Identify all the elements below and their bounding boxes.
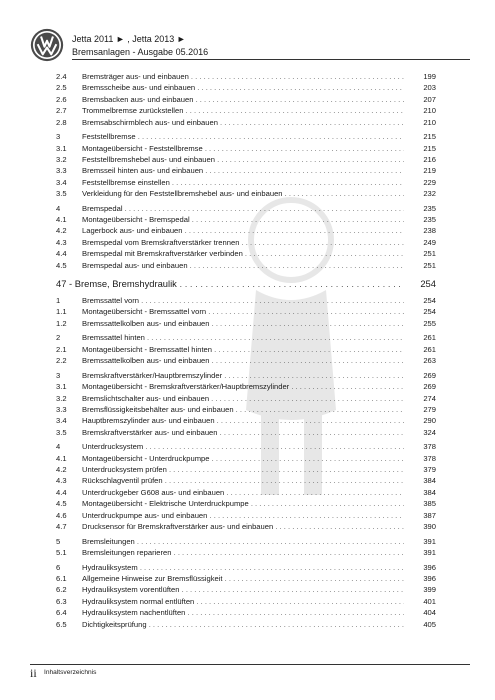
toc-entry-number: 2.7 [56,106,67,116]
toc-entry-title: Feststellbremshebel aus- und einbauen . . . [82,154,404,165]
toc-entry-number: 4.3 [56,476,67,486]
toc-entry-number: 6.3 [56,596,67,606]
toc-entry-title: 47 - Bremse, Bremshydraulik . . . [56,277,404,291]
toc-entry-title: Verkleidung für den Feststellbremshebel aus- und einbauen . . . [82,188,404,199]
toc-entry-title: Hydrauliksystem . . . [82,562,404,573]
toc-entry[interactable] [56,214,436,225]
toc-entry-title: Hydrauliksystem nachentlüften . . . [82,607,404,618]
toc-entry-title: Bremspedal vom Bremskraftverstärker trennen . . . [82,237,404,248]
toc-entry-page: 210 [423,117,436,127]
toc-entry-number: 2.8 [56,117,67,127]
toc-entry-title: Bremssattel vorn . . . [82,295,404,306]
toc-entry[interactable] [56,105,436,116]
toc-entry[interactable] [56,562,436,573]
table-of-contents [56,71,436,630]
toc-entry-title: Bremskraftverstärker aus- und einbauen . . . [82,427,404,438]
toc-entry[interactable] [56,203,436,214]
toc-entry-page: 378 [423,442,436,452]
toc-entry-title: Bremsseil hinten aus- und einbauen . . . [82,165,404,176]
toc-entry-page: 199 [423,72,436,81]
toc-entry[interactable] [56,306,436,317]
toc-entry-number: 4.5 [56,260,67,270]
toc-entry-page: 261 [423,333,436,343]
toc-entry-number: 2.4 [56,72,67,81]
toc-entry-number: 3.3 [56,404,67,414]
toc-entry-number: 2.6 [56,94,67,104]
toc-entry-number: 3.5 [56,189,67,199]
header-rule [72,59,470,60]
toc-entry[interactable] [56,404,436,415]
toc-entry-page: 232 [423,189,436,199]
toc-entry-title: Bremslichtschalter aus- und einbauen . . . [82,393,404,404]
toc-entry[interactable] [56,475,436,486]
toc-entry[interactable] [56,225,436,236]
toc-entry-page: 379 [423,465,436,475]
toc-entry-number: 6.4 [56,608,67,618]
toc-entry-number: 5.1 [56,547,67,557]
footer-rule [30,664,470,665]
toc-entry-number: 3 [56,370,61,380]
toc-entry[interactable] [56,260,436,271]
page-header [30,28,470,68]
toc-entry-title: Montageübersicht - Bremssattel vorn . . . [82,306,404,317]
toc-entry-number: 1 [56,296,61,306]
toc-entry-number: 3.4 [56,177,67,187]
toc-entry-title: Montageübersicht - Bremssattel hinten . . . [82,344,404,355]
toc-entry-number: 2.1 [56,344,67,354]
toc-entry-page: 391 [423,547,436,557]
footer-label: Inhaltsverzeichnis [44,669,97,676]
toc-entry[interactable] [56,94,436,105]
toc-entry-number: 4.4 [56,487,67,497]
toc-entry[interactable] [56,393,436,404]
toc-entry-page: 263 [423,356,436,366]
toc-entry[interactable] [56,355,436,366]
toc-entry-number: 6 [56,562,61,572]
toc-entry-page: 324 [423,427,436,437]
toc-entry[interactable] [56,165,436,176]
toc-entry-number: 3.4 [56,416,67,426]
toc-entry-number: 4.3 [56,237,67,247]
header-model: Jetta 2011 ► , Jetta 2013 ► [72,34,186,44]
toc-entry-page: 235 [423,203,436,213]
toc-entry-page: 215 [423,132,436,142]
toc-entry-number: 4.7 [56,522,67,531]
toc-entry[interactable] [56,607,436,618]
toc-entry[interactable] [56,82,436,93]
toc-entry[interactable] [56,71,436,82]
toc-entry-number: 3.3 [56,166,67,176]
toc-entry-number: 3 [56,132,61,142]
toc-entry-page: 390 [423,522,436,531]
toc-entry-page: 396 [423,573,436,583]
toc-entry-title: Montageübersicht - Unterdruckpumpe . . . [82,453,404,464]
toc-entry-page: 269 [423,382,436,392]
toc-entry-page: 261 [423,344,436,354]
toc-entry-number: 4.1 [56,453,67,463]
toc-entry-number: 2.2 [56,356,67,366]
toc-entry-number: 4.6 [56,510,67,520]
toc-entry-title: Unterdruckpumpe aus- und einbauen . . . [82,510,404,521]
toc-entry-page: 274 [423,393,436,403]
toc-entry-title: Allgemeine Hinweise zur Bremsflüssigkeit . . . [82,573,404,584]
toc-entry-number: 2.5 [56,83,67,93]
toc-entry-number: 3.5 [56,427,67,437]
vw-logo-icon [30,28,64,62]
toc-entry-title: Lagerbock aus- und einbauen . . . [82,225,404,236]
toc-entry-title: Montageübersicht - Elektrische Unterdruckpumpe . . . [82,498,404,509]
toc-entry-number: 4.4 [56,249,67,259]
toc-entry-title: Bremsträger aus- und einbauen . . . [82,71,404,82]
toc-entry-page: 215 [423,143,436,153]
toc-entry-number: 4.5 [56,499,67,509]
toc-entry-title: Drucksensor für Bremskraftverstärker aus- und einbauen . . . [82,521,404,532]
toc-entry-page: 235 [423,215,436,225]
toc-entry-title: Bremsscheibe aus- und einbauen . . . [82,82,404,93]
toc-entry-page: 378 [423,453,436,463]
toc-entry-page: 238 [423,226,436,236]
toc-entry-title: Bremssattelkolben aus- und einbauen . . . [82,355,404,366]
toc-entry-title: Montageübersicht - Bremskraftverstärker/Hauptbremszylinder . . . [82,381,404,392]
toc-entry[interactable] [56,332,436,343]
toc-entry-title: Montageübersicht - Bremspedal . . . [82,214,404,225]
toc-entry-number: 4.2 [56,226,67,236]
toc-entry-page: 405 [423,619,436,629]
toc-entry-title: Bremspedal . . . [82,203,404,214]
toc-entry-page: 249 [423,237,436,247]
toc-entry-title: Bremsabschirmblech aus- und einbauen . . . [82,117,404,128]
footer-page-number: ii [30,666,37,680]
toc-entry-title: Rückschlagventil prüfen . . . [82,475,404,486]
toc-entry-page: 290 [423,416,436,426]
toc-entry-page: 254 [420,278,436,290]
toc-entry-title: Feststellbremse . . . [82,131,404,142]
toc-entry-page: 385 [423,499,436,509]
toc-entry-page: 404 [423,608,436,618]
toc-entry[interactable] [56,453,436,464]
toc-entry[interactable] [56,498,436,509]
toc-chapter-heading[interactable] [56,277,436,291]
toc-entry-page: 396 [423,562,436,572]
toc-entry[interactable] [56,596,436,607]
toc-entry-title: Hydrauliksystem vorentlüften . . . [82,584,404,595]
toc-entry[interactable] [56,344,436,355]
toc-entry-title: Feststellbremse einstellen . . . [82,177,404,188]
toc-entry-title: Trommelbremse zurückstellen . . . [82,105,404,116]
toc-entry-title: Bremspedal mit Bremskraftverstärker verbinden . . . [82,248,404,259]
toc-entry-number: 4 [56,203,61,213]
toc-entry[interactable] [56,370,436,381]
toc-entry-page: 216 [423,154,436,164]
toc-entry[interactable] [56,487,436,498]
header-edition: Bremsanlagen - Ausgabe 05.2016 [72,47,209,57]
toc-entry-title: Bremsleitungen reparieren . . . [82,547,404,558]
toc-entry-title: Bremskraftverstärker/Hauptbremszylinder . . . [82,370,404,381]
toc-entry[interactable] [56,295,436,306]
toc-entry-page: 384 [423,487,436,497]
toc-entry-number: 4.1 [56,215,67,225]
toc-entry[interactable] [56,131,436,142]
toc-entry-title: Bremsflüssigkeitsbehälter aus- und einbauen . . . [82,404,404,415]
toc-entry[interactable] [56,584,436,595]
toc-entry[interactable] [56,237,436,248]
toc-entry-title: Bremspedal aus- und einbauen . . . [82,260,404,271]
toc-entry[interactable] [56,381,436,392]
toc-entry-page: 210 [423,106,436,116]
toc-entry[interactable] [56,441,436,452]
toc-entry-title: Unterdrucksystem . . . [82,441,404,452]
toc-entry-page: 279 [423,404,436,414]
toc-entry-page: 251 [423,260,436,270]
toc-entry-page: 269 [423,370,436,380]
toc-entry-number: 1.2 [56,318,67,328]
toc-entry-page: 387 [423,510,436,520]
toc-entry-page: 399 [423,585,436,595]
toc-entry-title: Hauptbremszylinder aus- und einbauen . . . [82,415,404,426]
toc-entry-page: 384 [423,476,436,486]
toc-entry[interactable] [56,177,436,188]
toc-entry-page: 229 [423,177,436,187]
toc-entry-page: 251 [423,249,436,259]
toc-entry-title: Montageübersicht - Feststellbremse . . . [82,143,404,154]
toc-entry-number: 4.2 [56,465,67,475]
toc-entry-title: Bremssattel hinten . . . [82,332,404,343]
toc-entry[interactable] [56,117,436,128]
toc-entry[interactable] [56,510,436,521]
toc-entry-number: 4 [56,442,61,452]
toc-entry-number: 2 [56,333,61,343]
toc-entry-title: Unterdruckgeber G608 aus- und einbauen . . . [82,487,404,498]
toc-entry-page: 203 [423,83,436,93]
toc-entry-number: 1.1 [56,307,67,317]
toc-entry[interactable] [56,143,436,154]
toc-entry-page: 219 [423,166,436,176]
toc-entry[interactable] [56,318,436,329]
toc-entry-title: Unterdrucksystem prüfen . . . [82,464,404,475]
toc-entry[interactable] [56,154,436,165]
toc-entry-title: Dichtigkeitsprüfung . . . [82,619,404,630]
toc-entry[interactable] [56,536,436,547]
toc-entry-number: 3.1 [56,143,67,153]
toc-entry[interactable] [56,619,436,630]
toc-entry-number: 3.1 [56,382,67,392]
toc-entry-page: 391 [423,536,436,546]
toc-entry-page: 254 [423,307,436,317]
toc-entry-title: Bremsleitungen . . . [82,536,404,547]
toc-entry-title: Hydrauliksystem normal entlüften . . . [82,596,404,607]
toc-entry-number: 6.5 [56,619,67,629]
toc-entry-page: 254 [423,296,436,306]
toc-entry[interactable] [56,415,436,426]
toc-entry-number: 6.1 [56,573,67,583]
toc-entry-number: 3.2 [56,393,67,403]
toc-entry-number: 5 [56,536,61,546]
toc-entry-number: 6.2 [56,585,67,595]
toc-entry-title: Bremssattelkolben aus- und einbauen . . . [82,318,404,329]
toc-entry[interactable] [56,521,436,532]
toc-entry[interactable] [56,188,436,199]
toc-entry-page: 401 [423,596,436,606]
toc-entry[interactable] [56,464,436,475]
toc-entry-title: Bremsbacken aus- und einbauen . . . [82,94,404,105]
toc-entry[interactable] [56,248,436,259]
toc-entry-page: 255 [423,318,436,328]
toc-entry[interactable] [56,427,436,438]
toc-entry[interactable] [56,547,436,558]
toc-entry-page: 207 [423,94,436,104]
toc-entry[interactable] [56,573,436,584]
toc-entry-number: 3.2 [56,154,67,164]
